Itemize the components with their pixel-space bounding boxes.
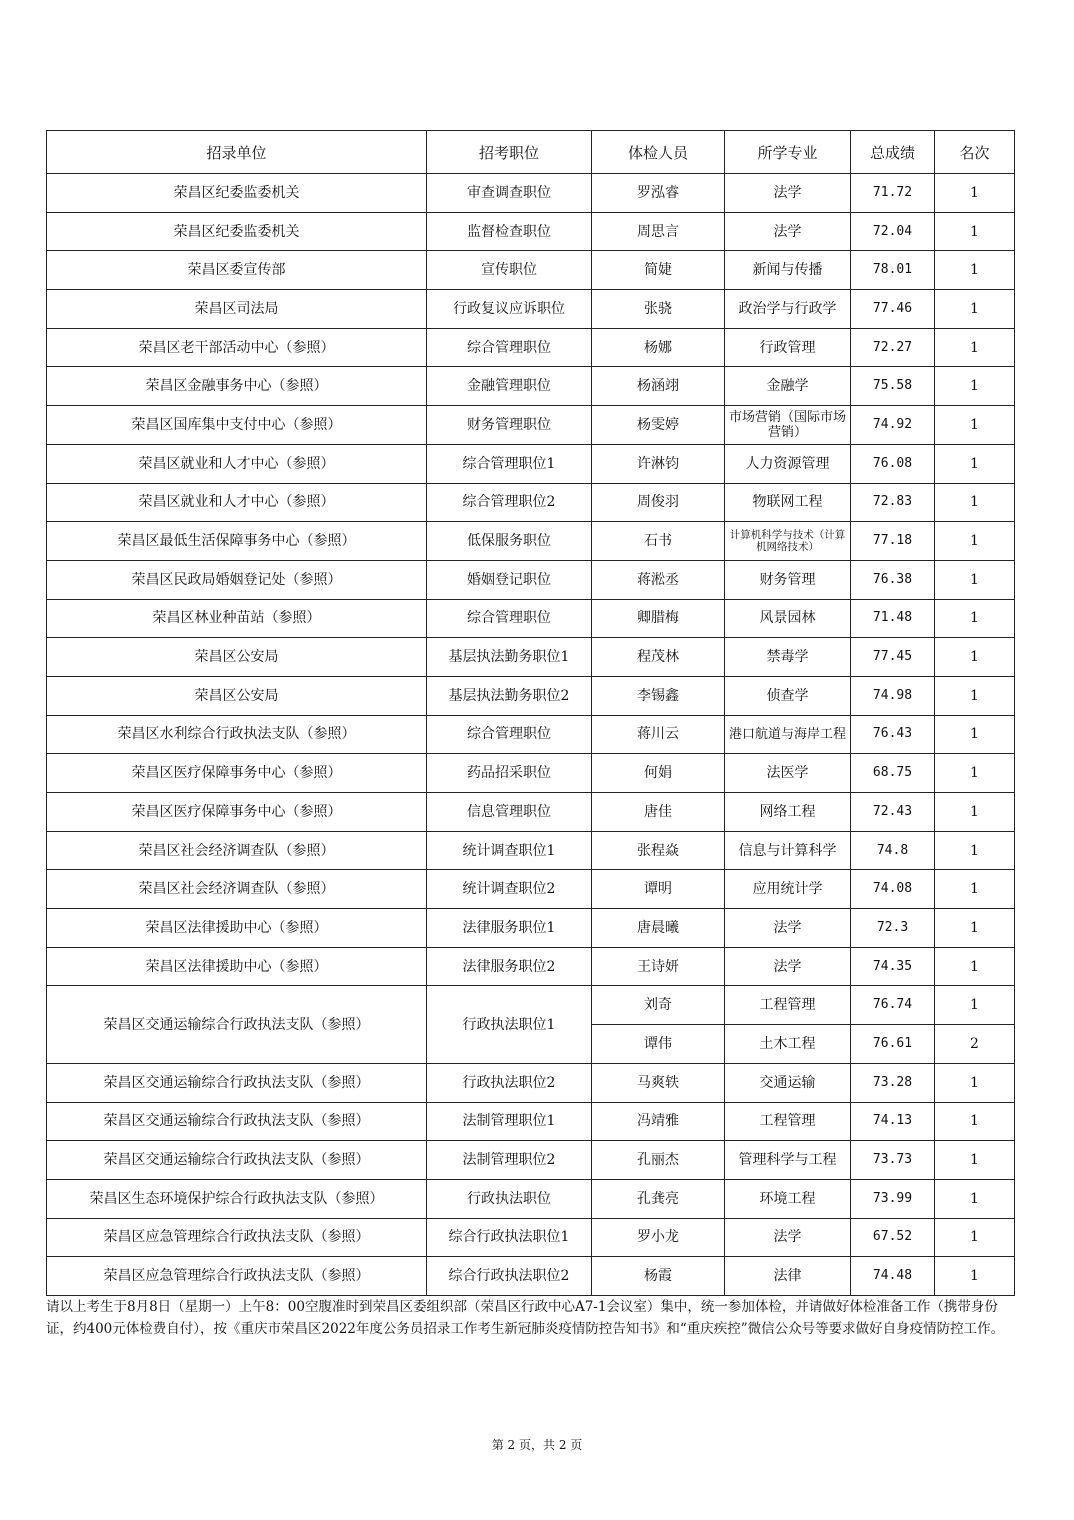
header-position: 招考职位 [427, 131, 592, 174]
cell-major: 法医学 [725, 754, 851, 793]
cell-name: 程茂林 [592, 638, 725, 677]
cell-name: 刘奇 [592, 986, 725, 1025]
cell-score: 76.74 [851, 986, 935, 1025]
cell-position: 综合行政执法职位2 [427, 1257, 592, 1296]
cell-unit: 荣昌区水利综合行政执法支队（参照） [47, 715, 427, 754]
cell-name: 孔丽杰 [592, 1141, 725, 1180]
table-row [47, 522, 1015, 561]
cell-score: 71.48 [851, 599, 935, 638]
cell-name: 孔龚亮 [592, 1179, 725, 1218]
cell-name: 唐佳 [592, 793, 725, 832]
cell-position: 药品招采职位 [427, 754, 592, 793]
cell-rank: 1 [935, 1179, 1015, 1218]
cell-position: 综合行政执法职位1 [427, 1218, 592, 1257]
cell-name: 简婕 [592, 251, 725, 290]
cell-name: 周俊羽 [592, 483, 725, 522]
cell-score: 74.8 [851, 831, 935, 870]
cell-position: 财务管理职位 [427, 406, 592, 445]
cell-rank: 1 [935, 1102, 1015, 1141]
cell-position: 综合管理职位2 [427, 483, 592, 522]
cell-name: 何娟 [592, 754, 725, 793]
cell-rank: 1 [935, 1141, 1015, 1180]
cell-unit: 荣昌区医疗保障事务中心（参照） [47, 793, 427, 832]
cell-score: 73.73 [851, 1141, 935, 1180]
cell-rank: 1 [935, 599, 1015, 638]
cell-rank: 1 [935, 174, 1015, 213]
cell-major: 金融学 [725, 367, 851, 406]
cell-name: 杨雯婷 [592, 406, 725, 445]
cell-position: 信息管理职位 [427, 793, 592, 832]
cell-unit: 荣昌区法律援助中心（参照） [47, 947, 427, 986]
cell-major: 法学 [725, 174, 851, 213]
cell-score: 74.92 [851, 406, 935, 445]
cell-unit: 荣昌区生态环境保护综合行政执法支队（参照） [47, 1179, 427, 1218]
cell-position: 综合管理职位 [427, 599, 592, 638]
cell-score: 72.83 [851, 483, 935, 522]
cell-major: 工程管理 [725, 986, 851, 1025]
cell-major: 法律 [725, 1257, 851, 1296]
table-row [47, 1063, 1015, 1102]
table-row [47, 986, 1015, 1025]
cell-rank: 1 [935, 367, 1015, 406]
table-row [47, 290, 1015, 329]
cell-score: 74.08 [851, 870, 935, 909]
cell-name: 张骁 [592, 290, 725, 329]
cell-major: 人力资源管理 [725, 444, 851, 483]
table-row [47, 599, 1015, 638]
cell-unit: 荣昌区公安局 [47, 676, 427, 715]
cell-score: 75.58 [851, 367, 935, 406]
cell-unit: 荣昌区法律援助中心（参照） [47, 909, 427, 948]
cell-score: 76.43 [851, 715, 935, 754]
cell-position: 宣传职位 [427, 251, 592, 290]
cell-name: 李锡鑫 [592, 676, 725, 715]
cell-rank: 1 [935, 290, 1015, 329]
cell-score: 72.27 [851, 328, 935, 367]
cell-position: 综合管理职位1 [427, 444, 592, 483]
cell-position: 法制管理职位1 [427, 1102, 592, 1141]
cell-major: 信息与计算科学 [725, 831, 851, 870]
cell-major: 港口航道与海岸工程 [725, 715, 851, 754]
cell-major: 市场营销（国际市场营销） [725, 406, 851, 445]
table-row [47, 1179, 1015, 1218]
cell-position: 行政执法职位2 [427, 1063, 592, 1102]
cell-major: 行政管理 [725, 328, 851, 367]
cell-unit: 荣昌区委宣传部 [47, 251, 427, 290]
cell-position: 综合管理职位 [427, 328, 592, 367]
table-row [47, 560, 1015, 599]
table-row [47, 212, 1015, 251]
cell-position: 行政复议应诉职位 [427, 290, 592, 329]
cell-score: 73.28 [851, 1063, 935, 1102]
cell-rank: 1 [935, 1218, 1015, 1257]
cell-major: 管理科学与工程 [725, 1141, 851, 1180]
cell-unit: 荣昌区金融事务中心（参照） [47, 367, 427, 406]
cell-unit: 荣昌区交通运输综合行政执法支队（参照） [47, 1141, 427, 1180]
cell-major: 禁毒学 [725, 638, 851, 677]
cell-position: 法制管理职位2 [427, 1141, 592, 1180]
cell-unit: 荣昌区林业种苗站（参照） [47, 599, 427, 638]
table-row [47, 831, 1015, 870]
cell-unit: 荣昌区就业和人才中心（参照） [47, 483, 427, 522]
table-row [47, 406, 1015, 445]
cell-unit: 荣昌区公安局 [47, 638, 427, 677]
cell-unit: 荣昌区社会经济调查队（参照） [47, 831, 427, 870]
cell-unit: 荣昌区应急管理综合行政执法支队（参照） [47, 1218, 427, 1257]
table-row [47, 870, 1015, 909]
cell-name: 马爽轶 [592, 1063, 725, 1102]
cell-score: 74.98 [851, 676, 935, 715]
cell-major: 网络工程 [725, 793, 851, 832]
header-candidate: 体检人员 [592, 131, 725, 174]
cell-name: 周思言 [592, 212, 725, 251]
table-row [47, 1102, 1015, 1141]
header-score: 总成绩 [851, 131, 935, 174]
table-row [47, 251, 1015, 290]
cell-name: 唐晨曦 [592, 909, 725, 948]
table-row [47, 1257, 1015, 1296]
cell-position: 金融管理职位 [427, 367, 592, 406]
table-row [47, 483, 1015, 522]
cell-unit: 荣昌区国库集中支付中心（参照） [47, 406, 427, 445]
cell-major: 计算机科学与技术（计算机网络技术） [725, 522, 851, 561]
cell-major: 法学 [725, 909, 851, 948]
header-rank: 名次 [935, 131, 1015, 174]
cell-rank: 1 [935, 831, 1015, 870]
cell-name: 罗泓睿 [592, 174, 725, 213]
cell-rank: 1 [935, 1257, 1015, 1296]
cell-name: 杨霞 [592, 1257, 725, 1296]
table-row [47, 676, 1015, 715]
table-row [47, 328, 1015, 367]
cell-rank: 1 [935, 947, 1015, 986]
cell-position: 基层执法勤务职位2 [427, 676, 592, 715]
cell-unit: 荣昌区司法局 [47, 290, 427, 329]
page-number: 第 2 页，共 2 页 [491, 1438, 583, 1452]
cell-name: 王诗妍 [592, 947, 725, 986]
cell-name: 蒋淞丞 [592, 560, 725, 599]
cell-rank: 1 [935, 406, 1015, 445]
cell-major: 工程管理 [725, 1102, 851, 1141]
cell-score: 78.01 [851, 251, 935, 290]
cell-rank: 1 [935, 522, 1015, 561]
cell-rank: 1 [935, 638, 1015, 677]
cell-score: 72.04 [851, 212, 935, 251]
table-row [47, 947, 1015, 986]
cell-score: 77.18 [851, 522, 935, 561]
cell-unit: 荣昌区纪委监委机关 [47, 174, 427, 213]
cell-score: 72.3 [851, 909, 935, 948]
cell-major: 交通运输 [725, 1063, 851, 1102]
cell-unit: 荣昌区交通运输综合行政执法支队（参照） [47, 1063, 427, 1102]
cell-score: 74.13 [851, 1102, 935, 1141]
cell-rank: 1 [935, 483, 1015, 522]
cell-score: 68.75 [851, 754, 935, 793]
cell-unit: 荣昌区应急管理综合行政执法支队（参照） [47, 1257, 427, 1296]
cell-position: 行政执法职位 [427, 1179, 592, 1218]
cell-major: 新闻与传播 [725, 251, 851, 290]
cell-score: 77.45 [851, 638, 935, 677]
table-row [47, 444, 1015, 483]
table-row [47, 754, 1015, 793]
cell-name: 杨娜 [592, 328, 725, 367]
table-row [47, 1218, 1015, 1257]
cell-rank: 1 [935, 676, 1015, 715]
cell-score: 74.48 [851, 1257, 935, 1296]
cell-name: 许淋钧 [592, 444, 725, 483]
cell-score: 74.35 [851, 947, 935, 986]
cell-unit: 荣昌区民政局婚姻登记处（参照） [47, 560, 427, 599]
cell-position: 审查调查职位 [427, 174, 592, 213]
table-row [47, 638, 1015, 677]
cell-score: 73.99 [851, 1179, 935, 1218]
cell-rank: 1 [935, 328, 1015, 367]
cell-position: 统计调查职位2 [427, 870, 592, 909]
cell-position: 婚姻登记职位 [427, 560, 592, 599]
cell-score: 77.46 [851, 290, 935, 329]
cell-name: 石书 [592, 522, 725, 561]
cell-unit: 荣昌区就业和人才中心（参照） [47, 444, 427, 483]
cell-rank: 2 [935, 1025, 1015, 1064]
cell-major: 法学 [725, 1218, 851, 1257]
table-row [47, 367, 1015, 406]
cell-rank: 1 [935, 560, 1015, 599]
cell-score: 71.72 [851, 174, 935, 213]
cell-unit: 荣昌区最低生活保障事务中心（参照） [47, 522, 427, 561]
cell-name: 卿腊梅 [592, 599, 725, 638]
cell-position: 行政执法职位1 [427, 986, 592, 1063]
cell-major: 侦查学 [725, 676, 851, 715]
cell-rank: 1 [935, 754, 1015, 793]
cell-name: 杨涵翊 [592, 367, 725, 406]
cell-unit: 荣昌区社会经济调查队（参照） [47, 870, 427, 909]
cell-rank: 1 [935, 444, 1015, 483]
cell-rank: 1 [935, 1063, 1015, 1102]
cell-score: 72.43 [851, 793, 935, 832]
header-major: 所学专业 [725, 131, 851, 174]
cell-position: 基层执法勤务职位1 [427, 638, 592, 677]
cell-position: 低保服务职位 [427, 522, 592, 561]
table-row [47, 174, 1015, 213]
header-unit: 招录单位 [47, 131, 427, 174]
cell-position: 法律服务职位2 [427, 947, 592, 986]
cell-rank: 1 [935, 870, 1015, 909]
cell-rank: 1 [935, 793, 1015, 832]
exam-notice-text: 请以上考生于8月8日（星期一）上午8：00空腹准时到荣昌区委组织部（荣昌区行政中心A7-1会议室）集中，统一参加体检，并请做好体检准备工作（携带身份证，约400元体检费自付），按《重庆市荣昌区2022年度公务员招录工作考生新冠肺炎疫情防控告知书》和“重庆疾控”微信公众号等要求做好自身疫情防控工作。 [46, 1299, 1005, 1337]
table-row [47, 715, 1015, 754]
cell-major: 政治学与行政学 [725, 290, 851, 329]
cell-rank: 1 [935, 251, 1015, 290]
cell-major: 法学 [725, 212, 851, 251]
cell-major: 法学 [725, 947, 851, 986]
table-row [47, 1141, 1015, 1180]
cell-major: 物联网工程 [725, 483, 851, 522]
cell-unit: 荣昌区纪委监委机关 [47, 212, 427, 251]
cell-major: 财务管理 [725, 560, 851, 599]
cell-score: 76.08 [851, 444, 935, 483]
cell-score: 76.38 [851, 560, 935, 599]
cell-position: 综合管理职位 [427, 715, 592, 754]
cell-score: 67.52 [851, 1218, 935, 1257]
table-row [47, 909, 1015, 948]
cell-rank: 1 [935, 715, 1015, 754]
cell-major: 环境工程 [725, 1179, 851, 1218]
cell-major: 风景园林 [725, 599, 851, 638]
cell-name: 冯靖雅 [592, 1102, 725, 1141]
cell-unit: 荣昌区交通运输综合行政执法支队（参照） [47, 986, 427, 1063]
cell-major: 土木工程 [725, 1025, 851, 1064]
cell-position: 法律服务职位1 [427, 909, 592, 948]
cell-position: 监督检查职位 [427, 212, 592, 251]
cell-position: 统计调查职位1 [427, 831, 592, 870]
cell-rank: 1 [935, 212, 1015, 251]
cell-score: 76.61 [851, 1025, 935, 1064]
cell-name: 蒋川云 [592, 715, 725, 754]
cell-name: 谭明 [592, 870, 725, 909]
cell-unit: 荣昌区老干部活动中心（参照） [47, 328, 427, 367]
table-row [47, 793, 1015, 832]
cell-name: 罗小龙 [592, 1218, 725, 1257]
cell-name: 张程焱 [592, 831, 725, 870]
table-header-row [47, 131, 1015, 174]
cell-name: 谭伟 [592, 1025, 725, 1064]
cell-rank: 1 [935, 986, 1015, 1025]
cell-unit: 荣昌区医疗保障事务中心（参照） [47, 754, 427, 793]
exam-results-table [46, 130, 1015, 1296]
cell-major: 应用统计学 [725, 870, 851, 909]
cell-unit: 荣昌区交通运输综合行政执法支队（参照） [47, 1102, 427, 1141]
cell-rank: 1 [935, 909, 1015, 948]
